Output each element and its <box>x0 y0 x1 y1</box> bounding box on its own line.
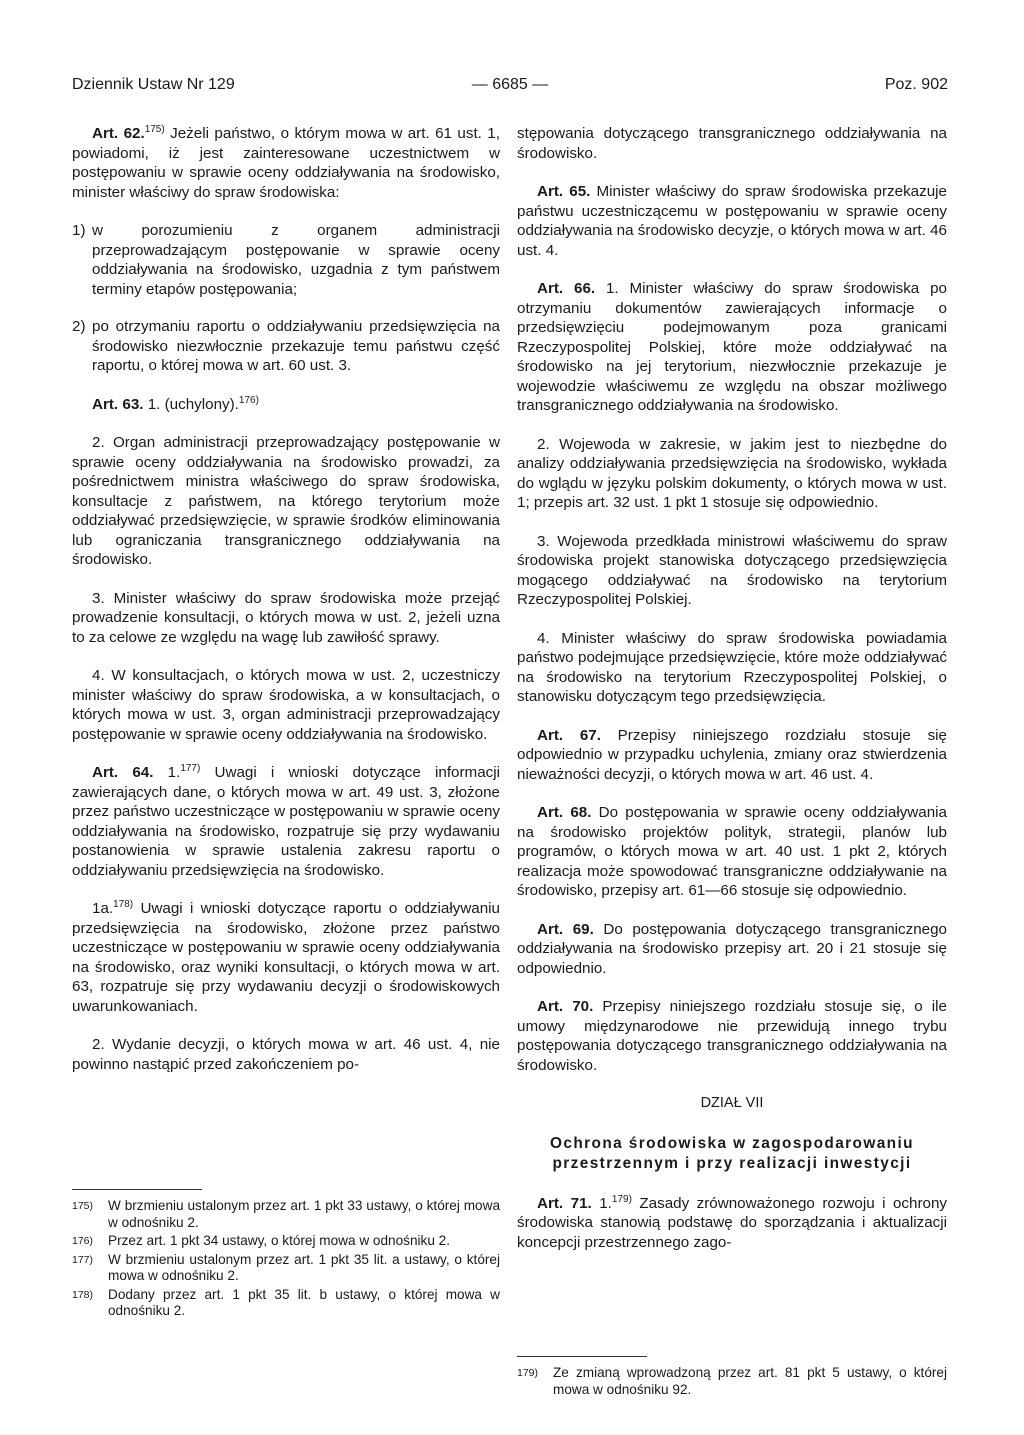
art-63 <box>72 395 500 415</box>
footnote-mark: 176) <box>72 1235 94 1247</box>
article-text: Do postępowania dotyczącego transgranicznego oddziaływania na środowisko przepisy art. 20 i 21 stosuje się odpowiednio. <box>517 920 947 977</box>
footnote-text: W brzmieniu ustalonym przez art. 1 pkt 33 ustawy, o której mowa w odnośniku 2. <box>108 1198 500 1230</box>
footnote-text: Dodany przez art. 1 pkt 35 lit. b ustawy, o której mowa w odnośniku 2. <box>108 1286 500 1318</box>
footnote-text: Ze zmianą wprowadzoną przez art. 81 pkt 5 ustawy, o której mowa w odnośniku 92. <box>553 1365 947 1397</box>
article-label: Art. 68. <box>537 804 592 821</box>
art-64-paragraph-2: 2. Wydanie decyzji, o których mowa w art. 46 ust. 4, nie powinno nastąpić przed zakończeniem po- <box>72 1036 500 1073</box>
position-number: Poz. 902 <box>884 76 948 93</box>
footnotes-right <box>517 1356 947 1400</box>
paragraph-number: 1a. <box>92 900 114 917</box>
article-label: Art. 71. <box>537 1194 592 1212</box>
art-68 <box>517 803 947 901</box>
footnote-text: W brzmieniu ustalonym przez art. 1 pkt 35 lit. a ustawy, o której mowa w odnośniku 2. <box>108 1251 500 1283</box>
footnote-item <box>72 1233 500 1250</box>
footnote-item <box>72 1252 500 1285</box>
right-column <box>517 124 947 1271</box>
art-66 <box>517 279 947 416</box>
article-label: Art. 67. <box>537 726 601 744</box>
footnote-divider <box>72 1189 202 1190</box>
article-text: 1. (uchylony). <box>143 395 239 413</box>
footnote-item <box>72 1198 500 1231</box>
art-65 <box>517 182 947 260</box>
art-64-paragraph-1a <box>72 899 500 1016</box>
art-71 <box>517 1194 947 1253</box>
article-label: Art. 70. <box>537 998 594 1015</box>
art-63-paragraph-2: 2. Organ administracji przeprowadzający postępowanie w sprawie oceny oddziaływania na środowisko prowadzi, za pośrednictwem ministra właściwego do spraw środowiska, konsultacje z państwem, na którego terytorium może oddziaływać przedsięwzięcie, w sprawie środków eliminowania lub ograniczania transgranicznego oddziaływania na środowisko. <box>72 434 500 568</box>
footnote-mark: 175) <box>72 1200 94 1212</box>
footnote-mark: 178) <box>72 1288 94 1301</box>
footnotes-left <box>72 1189 500 1322</box>
article-text: 1. Minister właściwy do spraw środowiska po otrzymaniu dokumentów zawierających informacje o przedsięwzięciu podejmowanym poza granicami Rzeczypospolitej Polskiej, które może oddziaływać na środowisko na jej terytorium, niezwłocznie przekazuje je wojewodzie właściwemu ze względu na obszar możliwego transgranicznego oddziaływania na środowisko. <box>517 280 947 414</box>
section-number: DZIAŁ VII <box>700 1095 764 1111</box>
paragraph-number: 1. <box>153 764 181 781</box>
footnote-ref[interactable]: 177) <box>180 762 201 774</box>
continuation-text: stępowania dotyczącego transgranicznego oddziaływania na środowisko. <box>517 125 947 162</box>
article-text: Uwagi i wnioski dotyczące informacji zawierających dane, o których mowa w art. 49 ust. 3, złożone przez państwo uczestniczące w postępowaniu w sprawie oceny oddziaływania na środowisko, rozpatruje się przy wydawaniu postanowienia w sprawie ustalenia zakresu raportu o oddziaływaniu przedsięwzięcia na środowisko. <box>72 764 500 879</box>
art-70 <box>517 997 947 1075</box>
page-header <box>72 76 948 100</box>
paragraph-number: 1. <box>591 1194 612 1212</box>
article-label: Art. 62. <box>92 125 145 142</box>
art-62-items <box>72 221 500 376</box>
art-66-paragraph-4: 4. Minister właściwy do spraw środowiska powiadamia państwo podejmujące przedsięwzięcie, które może oddziaływać na środowisko na terytorium Rzeczypospolitej Polskiej, o stanowisku dotyczącym tego przedsięwzięcia. <box>517 629 947 705</box>
article-label: Art. 65. <box>537 183 591 200</box>
footnote-mark: 177) <box>72 1253 94 1266</box>
footnote-ref[interactable]: 175) <box>144 123 165 135</box>
section-title: Ochrona środowiska w zagospodarowaniu przestrzennym i przy realizacji inwestycji <box>550 1134 914 1172</box>
article-text: Zasady zrównoważonego rozwoju i ochrony środowiska stanowią podstawę do sporządzania i aktualizacji koncepcji przestrzennego zago- <box>517 1194 947 1251</box>
article-label: Art. 69. <box>537 920 594 938</box>
article-text: Przepisy niniejszego rozdziału stosuje się odpowiednio w przypadku uchylenia, zmiany oraz stwierdzenia nieważności decyzji, o których mowa w art. 46 ust. 4. <box>517 726 947 783</box>
article-label: Art. 64. <box>92 764 154 781</box>
footnote-item <box>72 1287 500 1320</box>
footnote-ref[interactable]: 178) <box>113 898 134 910</box>
footnote-ref[interactable]: 176) <box>238 394 259 406</box>
item-number: 2) <box>72 318 86 335</box>
footnote-text: Przez art. 1 pkt 34 ustawy, o której mowa w odnośniku 2. <box>108 1233 451 1248</box>
article-text: Minister właściwy do spraw środowiska przekazuje państwu uczestniczącemu w postępowaniu w sprawie oceny oddziaływania na środowisko decyzje, o których mowa w art. 46 ust. 4. <box>517 183 947 259</box>
article-label: Art. 66. <box>537 280 596 297</box>
article-text: Przepisy niniejszego rozdziału stosuje się, o ile umowy międzynarodowe nie przewidują innego trybu postępowania dotyczącego transgranicznego oddziaływania na środowisko. <box>517 998 947 1074</box>
art-67 <box>517 726 947 785</box>
art-63-paragraph-3: 3. Minister właściwy do spraw środowiska może przejąć prowadzenie konsultacji, o których mowa w ust. 2, jeżeli uzna to za celowe ze względu na wagę lub zawiłość sprawy. <box>72 589 500 646</box>
footnote-mark: 179) <box>517 1367 539 1379</box>
list-item <box>72 317 500 376</box>
page-number: — 6685 — <box>471 76 549 93</box>
article-label: Art. 63. <box>92 395 144 413</box>
left-column <box>72 124 500 1093</box>
art-62 <box>72 124 500 202</box>
art-66-paragraph-3: 3. Wojewoda przedkłada ministrowi właściwemu do spraw środowiska projekt stanowiska dotyczącego przedsięwzięcia mogącego oddziaływać na środowisko na terytorium Rzeczypospolitej Polskiej. <box>517 532 947 608</box>
item-text: po otrzymaniu raportu o oddziaływaniu przedsięwzięcia na środowisko niezwłocznie przekazuje temu państwu część raportu, o której mowa w art. 60 ust. 3. <box>92 318 500 374</box>
footnote-item <box>517 1365 947 1398</box>
art-64 <box>72 763 500 880</box>
article-text: Jeżeli państwo, o którym mowa w art. 61 ust. 1, powiadomi, iż jest zainteresowane uczestnictwem w postępowaniu w sprawie oceny oddziaływania na środowisko, minister właściwy do spraw środowiska: <box>72 125 500 201</box>
article-text: Do postępowania w sprawie oceny oddziaływania na środowisko projektów polityk, strategii, planów lub programów, o których mowa w art. 40 ust. 1 pkt 2, których realizacja może spowodować transgraniczne oddziaływanie na środowisko, przepisy art. 61—66 stosuje się odpowiednio. <box>517 804 947 899</box>
journal-title: Dziennik Ustaw Nr 129 <box>72 76 235 93</box>
item-number: 1) <box>72 222 86 239</box>
paragraph-text: Uwagi i wnioski dotyczące raportu o oddziaływaniu przedsięwzięcia na środowisko, złożone przez państwo uczestniczące w postępowaniu w sprawie oceny oddziaływania na środowisko, oraz wyniki konsultacji, o których mowa w art. 63, rozpatruje się przy wydawaniu decyzji o środowiskowych uwarunkowaniach. <box>72 900 500 1015</box>
item-text: w porozumieniu z organem administracji przeprowadzającym postępowanie w sprawie oceny oddziaływania na środowisko, uzgadnia z tym państwem terminy etapów postępowania; <box>92 222 500 298</box>
footnote-divider <box>517 1356 647 1357</box>
art-69 <box>517 920 947 979</box>
footnote-ref[interactable]: 179) <box>611 1193 632 1205</box>
art-66-paragraph-2: 2. Wojewoda w zakresie, w jakim jest to niezbędne do analizy oddziaływania przedsięwzięcia na środowisko, wykłada do wglądu w języku polskim dokumenty, o których mowa w ust. 1; przepis art. 32 ust. 1 pkt 1 stosuje się odpowiednio. <box>517 435 947 511</box>
list-item <box>72 221 500 299</box>
art-63-paragraph-4: 4. W konsultacjach, o których mowa w ust. 2, uczestniczy minister właściwy do spraw środowiska, a w konsultacjach, o których mowa w ust. 3, organ administracji przeprowadzający postępowanie w sprawie oceny oddziaływania na środowisko. <box>72 667 500 743</box>
